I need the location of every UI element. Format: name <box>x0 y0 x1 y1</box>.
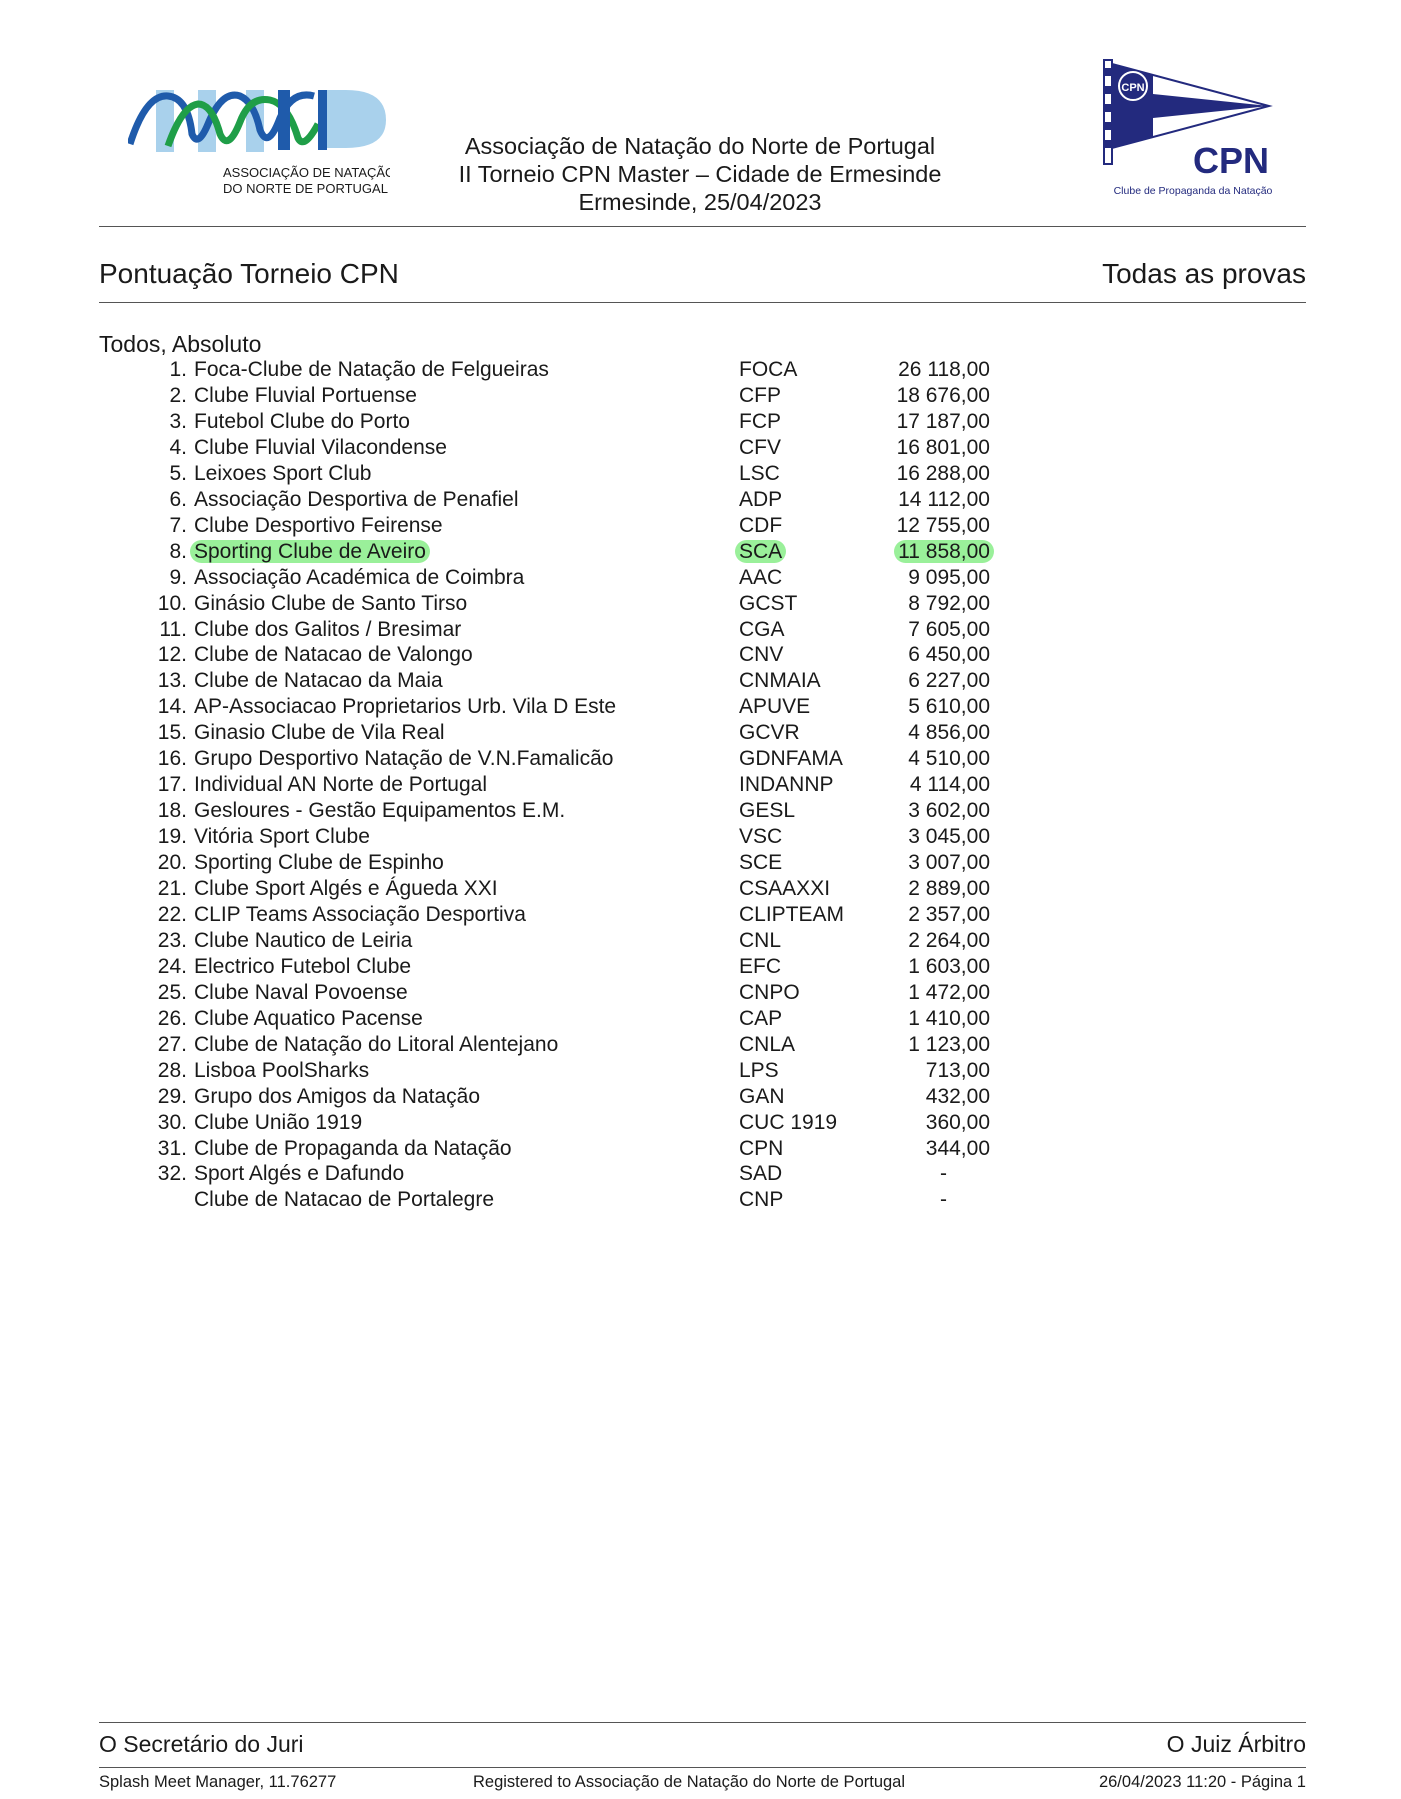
rank-cell: 12. <box>157 643 187 667</box>
rank-cell: 23. <box>157 928 187 952</box>
rank-cell: 30. <box>157 1110 187 1134</box>
table-row <box>0 1187 1401 1213</box>
table-row <box>0 617 1401 643</box>
rank-cell: 19. <box>157 825 187 849</box>
table-row <box>0 876 1401 902</box>
points-cell: - <box>940 1188 947 1212</box>
team-name-cell: Clube Sport Algés e Águeda XXI <box>194 877 498 900</box>
points-cell: 3 007,00 <box>908 851 990 875</box>
points-cell <box>898 539 990 565</box>
team-code-cell: CSAAXXI <box>739 877 831 900</box>
footer-registered: Registered to Associação de Natação do Norte de Portugal <box>473 1773 906 1791</box>
table-row <box>0 435 1401 461</box>
team-code-cell: CNP <box>739 1188 784 1212</box>
points-cell: 1 410,00 <box>908 1006 990 1030</box>
rank-cell: 31. <box>157 1136 187 1160</box>
points-cell: 4 510,00 <box>908 747 990 771</box>
team-code-cell: CUC 1919 <box>739 1110 838 1134</box>
table-row <box>0 980 1401 1006</box>
team-name-cell: Clube Naval Povoense <box>194 980 408 1004</box>
table-row <box>0 513 1401 539</box>
points-cell: 3 045,00 <box>908 825 990 849</box>
table-row <box>0 357 1401 383</box>
team-name-cell: Clube de Natacao da Maia <box>194 669 443 693</box>
team-code-cell <box>739 539 782 565</box>
team-name-cell: Foca-Clube de Natação de Felgueiras <box>194 358 549 381</box>
team-name-cell: Clube dos Galitos / Bresimar <box>194 617 462 641</box>
points-cell: 6 450,00 <box>908 643 990 667</box>
rank-cell: 32. <box>157 1162 187 1186</box>
annp-logo-mark <box>128 84 390 202</box>
header-line-1: Associação de Natação do Norte de Portugal <box>464 133 936 159</box>
points-cell: 360,00 <box>925 1110 990 1134</box>
team-name-cell: Ginásio Clube de Santo Tirso <box>194 591 468 615</box>
points-cell: 2 357,00 <box>908 902 990 926</box>
cpn-logo-caption: Clube de Propaganda da Natação <box>1113 185 1273 197</box>
rank-cell: 9. <box>169 565 187 589</box>
annp-logo <box>128 84 390 202</box>
table-row <box>0 720 1401 746</box>
rank-cell: 26. <box>157 1006 187 1030</box>
rank-cell: 8. <box>169 539 187 563</box>
team-code-cell: ADP <box>739 487 783 511</box>
title-divider <box>99 302 1306 303</box>
table-row <box>0 1136 1401 1162</box>
points-cell: 18 676,00 <box>896 383 990 407</box>
team-code-cell: FOCA <box>739 358 798 381</box>
rank-cell: 5. <box>169 461 187 485</box>
team-name-cell: Associação Desportiva de Penafiel <box>194 487 519 511</box>
table-row <box>0 824 1401 850</box>
points-cell: 8 792,00 <box>908 591 990 615</box>
rank-cell: 16. <box>157 747 187 771</box>
team-name-cell: Gesloures - Gestão Equipamentos E.M. <box>194 799 566 823</box>
rank-cell: 3. <box>169 409 187 433</box>
team-name-cell: Sporting Clube de Espinho <box>194 851 444 875</box>
highlight-marker: SCA <box>735 540 786 563</box>
points-cell: 4 856,00 <box>908 721 990 745</box>
team-name-cell: Leixoes Sport Club <box>194 461 372 485</box>
team-code-cell: CNLA <box>739 1032 796 1056</box>
table-row <box>0 746 1401 772</box>
points-cell: 4 114,00 <box>909 773 990 797</box>
annp-logo-subtitle-2: DO NORTE DE PORTUGAL <box>223 181 388 196</box>
table-row <box>0 694 1401 720</box>
team-name-cell: Grupo dos Amigos da Natação <box>194 1084 481 1108</box>
header-text <box>400 132 1000 216</box>
rank-cell: 7. <box>169 513 187 537</box>
team-name-cell: Ginasio Clube de Vila Real <box>194 721 445 745</box>
rank-cell: 1. <box>169 358 187 381</box>
points-cell: 432,00 <box>925 1084 990 1108</box>
points-cell: 3 602,00 <box>908 799 990 823</box>
rank-cell: 6. <box>169 487 187 511</box>
team-name-cell: Sport Algés e Dafundo <box>194 1162 405 1186</box>
table-row <box>0 772 1401 798</box>
points-cell: 17 187,00 <box>896 409 990 433</box>
team-code-cell: LPS <box>739 1058 779 1082</box>
cpn-flag-mark: CPN <box>1121 82 1145 94</box>
table-row <box>0 539 1401 565</box>
table-row <box>0 954 1401 980</box>
points-cell: 7 605,00 <box>908 617 990 641</box>
team-code-cell: CDF <box>739 513 783 537</box>
team-name-cell: Lisboa PoolSharks <box>194 1058 370 1082</box>
team-code-cell: SAD <box>739 1162 783 1186</box>
scope-label: Todas as provas <box>1102 258 1306 289</box>
points-cell: 1 123,00 <box>908 1032 990 1056</box>
rank-cell: 21. <box>157 877 187 900</box>
table-row <box>0 487 1401 513</box>
points-cell: - <box>940 1162 947 1186</box>
rank-cell: 22. <box>157 902 187 926</box>
rank-cell: 18. <box>157 799 187 823</box>
team-code-cell: CPN <box>739 1136 784 1160</box>
header-line-2: II Torneio CPN Master – Cidade de Ermesinde <box>458 161 942 187</box>
rank-cell: 25. <box>157 980 187 1004</box>
team-code-cell: CFP <box>739 383 781 407</box>
points-cell: 713,00 <box>925 1058 990 1082</box>
team-name-cell: Electrico Futebol Clube <box>194 954 412 978</box>
team-code-cell: CAP <box>739 1006 783 1030</box>
team-name-cell: Clube Fluvial Vilacondense <box>194 435 447 459</box>
header-divider <box>99 226 1306 227</box>
footer-software: Splash Meet Manager, 11.76277 <box>99 1773 337 1791</box>
rank-cell: 20. <box>157 851 187 875</box>
table-row <box>0 1032 1401 1058</box>
points-cell: 9 095,00 <box>908 565 990 589</box>
rank-cell: 10. <box>157 591 187 615</box>
rank-cell: 17. <box>157 773 187 797</box>
points-cell: 14 112,00 <box>898 487 990 511</box>
team-code-cell: CNL <box>739 928 782 952</box>
rank-cell: 29. <box>157 1084 187 1108</box>
secretary-label: O Secretário do Juri <box>99 1731 304 1757</box>
team-code-cell: CFV <box>739 435 781 459</box>
table-row <box>0 1006 1401 1032</box>
cpn-flag-icon <box>1093 56 1293 201</box>
points-cell: 12 755,00 <box>896 513 990 537</box>
team-name-cell: Clube Fluvial Portuense <box>194 383 417 407</box>
team-code-cell: CGA <box>739 617 785 641</box>
team-name-cell: Clube de Natacao de Valongo <box>194 643 473 667</box>
team-code-cell: GCVR <box>739 721 800 745</box>
rank-cell: 24. <box>157 954 187 978</box>
points-cell: 16 288,00 <box>896 461 990 485</box>
points-cell: 6 227,00 <box>908 669 990 693</box>
team-name-cell: Futebol Clube do Porto <box>194 409 410 433</box>
team-code-cell: AAC <box>739 565 783 589</box>
team-name-cell: Clube de Natacao de Portalegre <box>194 1188 495 1212</box>
judge-label: O Juiz Árbitro <box>1166 1731 1306 1757</box>
rank-cell: 2. <box>169 383 187 407</box>
team-name-cell: CLIP Teams Associação Desportiva <box>194 902 526 926</box>
table-row <box>0 383 1401 409</box>
points-cell: 1 603,00 <box>908 954 990 978</box>
team-code-cell: EFC <box>739 954 781 978</box>
table-row <box>0 668 1401 694</box>
rank-cell: 28. <box>157 1058 187 1082</box>
team-code-cell: VSC <box>739 825 783 849</box>
points-cell: 16 801,00 <box>896 435 990 459</box>
team-code-cell: GCST <box>739 591 798 615</box>
points-cell: 1 472,00 <box>908 980 990 1004</box>
team-code-cell: CLIPTEAM <box>739 902 845 926</box>
points-cell: 344,00 <box>925 1136 990 1160</box>
footer-date: 26/04/2023 11:20 - Página 1 <box>1098 1773 1306 1791</box>
team-code-cell: LSC <box>739 461 780 485</box>
team-name-cell: Clube Desportivo Feirense <box>194 513 443 537</box>
team-name-cell: Clube de Natação do Litoral Alentejano <box>194 1032 559 1056</box>
rank-cell: 11. <box>159 617 187 641</box>
team-name-cell: AP-Associacao Proprietarios Urb. Vila D Este <box>194 695 617 719</box>
team-name-cell: Clube de Propaganda da Natação <box>194 1136 512 1160</box>
annp-logo-subtitle-1: ASSOCIAÇÃO DE NATAÇÃO <box>223 165 390 180</box>
category-label: Todos, Absoluto <box>99 331 262 357</box>
cpn-logo-text: CPN <box>1192 140 1270 181</box>
points-cell: 5 610,00 <box>908 695 990 719</box>
team-name-cell: Associação Académica de Coimbra <box>194 565 525 589</box>
table-row <box>0 1084 1401 1110</box>
table-row <box>0 798 1401 824</box>
footer-top-divider <box>99 1722 1306 1723</box>
table-row <box>0 642 1401 668</box>
team-name-cell: Clube Nautico de Leiria <box>194 928 413 952</box>
rank-cell: 4. <box>169 435 187 459</box>
team-name-cell <box>194 539 426 565</box>
rank-cell: 27. <box>157 1032 187 1056</box>
team-code-cell: CNMAIA <box>739 669 821 693</box>
table-row <box>0 409 1401 435</box>
team-name-cell: Clube Aquatico Pacense <box>194 1006 423 1030</box>
table-row <box>0 1161 1401 1187</box>
rank-cell: 15. <box>157 721 187 745</box>
team-code-cell: CNV <box>739 643 784 667</box>
cpn-logo <box>1093 56 1293 201</box>
team-name-cell: Grupo Desportivo Natação de V.N.Famalicão <box>194 747 614 771</box>
highlight-marker: 11 858,00 <box>894 540 994 563</box>
team-code-cell: CNPO <box>739 980 800 1004</box>
rank-cell: 14. <box>157 695 187 719</box>
team-code-cell: GESL <box>739 799 796 823</box>
team-name-cell: Individual AN Norte de Portugal <box>194 773 488 797</box>
points-cell: 26 118,00 <box>898 358 990 381</box>
team-code-cell: APUVE <box>739 695 811 719</box>
team-code-cell: FCP <box>739 409 781 433</box>
table-row <box>0 1110 1401 1136</box>
header-line-3: Ermesinde, 25/04/2023 <box>578 189 822 215</box>
table-row <box>0 1058 1401 1084</box>
team-name-cell: Clube União 1919 <box>194 1110 363 1134</box>
highlight-marker: Sporting Clube de Aveiro <box>190 540 430 563</box>
team-code-cell: GAN <box>739 1084 785 1108</box>
rank-cell: 13. <box>157 669 187 693</box>
table-row <box>0 591 1401 617</box>
team-code-cell: GDNFAMA <box>739 747 843 771</box>
team-code-cell: INDANNP <box>739 773 834 797</box>
team-code-cell: SCE <box>739 851 783 875</box>
table-row <box>0 565 1401 591</box>
footer-bottom-divider <box>99 1767 1306 1768</box>
table-row <box>0 850 1401 876</box>
team-name-cell: Vitória Sport Clube <box>194 825 370 849</box>
table-row <box>0 461 1401 487</box>
points-cell: 2 264,00 <box>908 928 990 952</box>
page-title: Pontuação Torneio CPN <box>99 258 399 289</box>
table-row <box>0 902 1401 928</box>
table-row <box>0 928 1401 954</box>
points-cell: 2 889,00 <box>908 877 990 900</box>
